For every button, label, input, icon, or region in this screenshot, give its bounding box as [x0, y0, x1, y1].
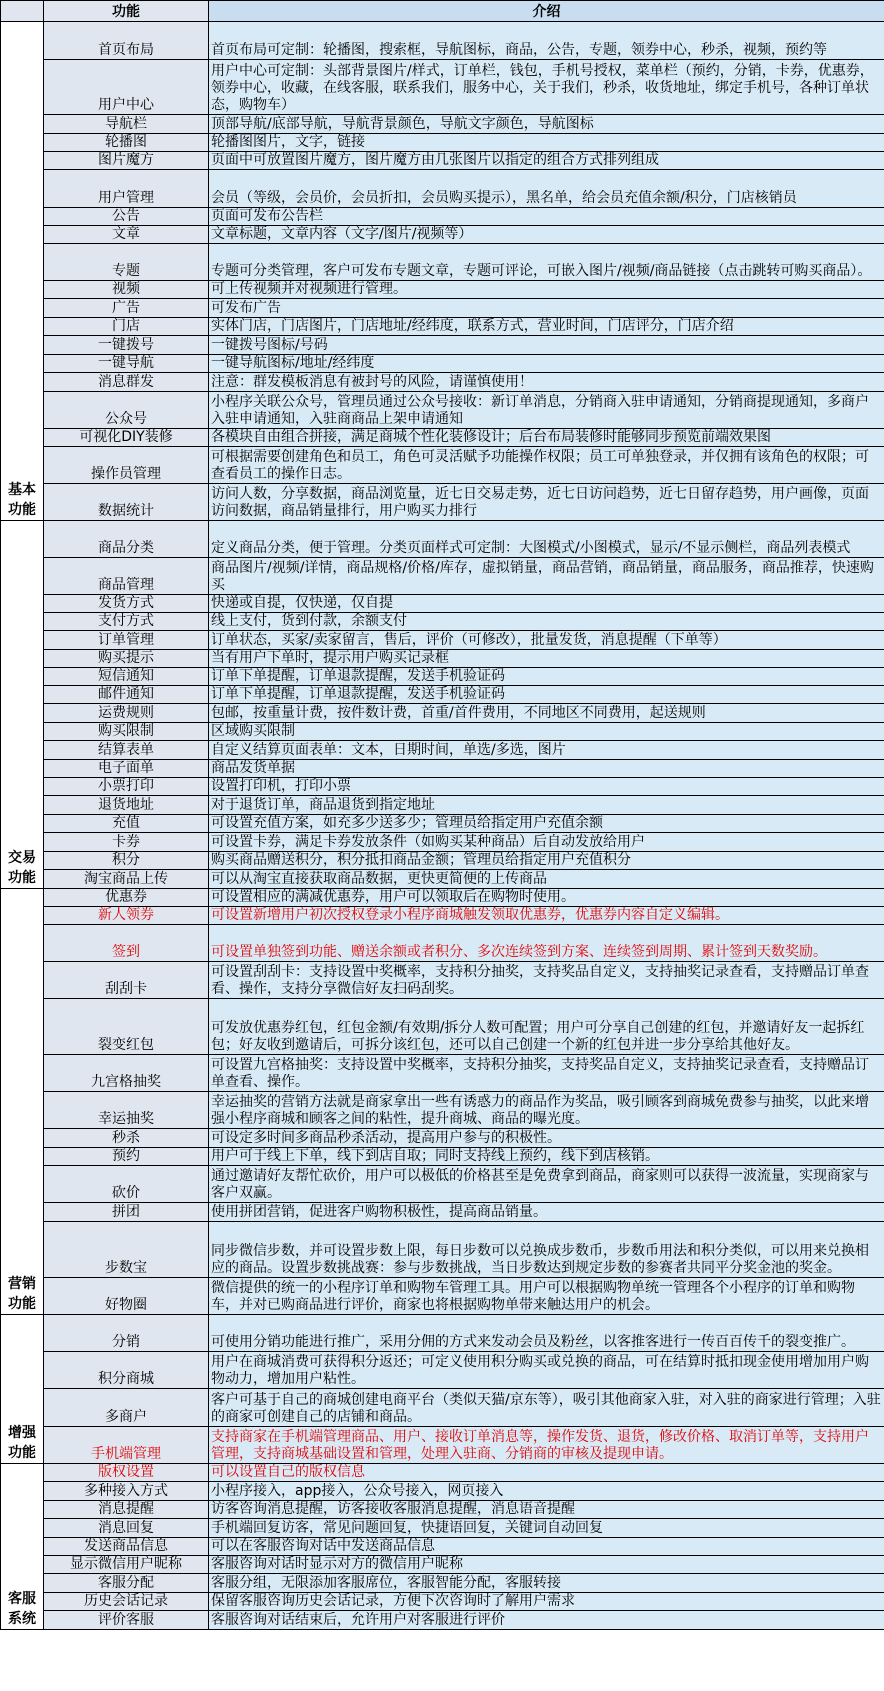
table-row [1, 1593, 884, 1611]
description-cell: 快递或自提，仅快递，仅自提 [209, 595, 884, 613]
description-cell: 设置打印机，打印小票 [209, 778, 884, 796]
feature-cell: 幸运抽奖 [44, 1092, 209, 1129]
feature-cell: 充值 [44, 815, 209, 833]
description-cell: 可设置九宫格抽奖：支持设置中奖概率，支持积分抽奖，支持奖品自定义，支持抽奖记录查看，支持赠品订单查看、操作。 [209, 1055, 884, 1092]
feature-cell: 图片魔方 [44, 152, 209, 170]
feature-cell: 退货地址 [44, 796, 209, 815]
description-cell: 当有用户下单时，提示用户购买记录框 [209, 650, 884, 668]
feature-cell: 评价客服 [44, 1611, 209, 1630]
table-row [1, 558, 884, 595]
feature-cell: 一键导航 [44, 355, 209, 373]
table-row [1, 336, 884, 355]
description-cell: 访问人数，分享数据，商品浏览量，近七日交易走势，近七日访问趋势，近七日留存趋势，用户画像，页面访问数据，商品销量排行，用户购买力排行 [209, 484, 884, 521]
table-row [1, 925, 884, 962]
description-cell: 客服咨询对话时显示对方的微信用户昵称 [209, 1556, 884, 1574]
description-cell: 订单下单提醒，订单退款提醒，发送手机验证码 [209, 686, 884, 704]
feature-cell: 显示微信用户昵称 [44, 1556, 209, 1574]
feature-cell: 优惠券 [44, 889, 209, 907]
feature-cell: 公告 [44, 208, 209, 226]
description-cell: 订单下单提醒，订单退款提醒，发送手机验证码 [209, 668, 884, 686]
feature-cell: 九宫格抽奖 [44, 1055, 209, 1092]
table-body [1, 22, 884, 1630]
feature-cell: 卡券 [44, 833, 209, 852]
description-cell: 可设置刮刮卡：支持设置中奖概率，支持积分抽奖，支持奖品自定义，支持抽奖记录查看，支持赠品订单查看、操作，支持分享微信好友扫码刮奖。 [209, 962, 884, 999]
table-row [1, 1055, 884, 1092]
description-cell: 各模块自由组合拼接，满足商城个性化装修设计；后台布局装修时能够同步预览前端效果图 [209, 429, 884, 447]
feature-cell: 砍价 [44, 1166, 209, 1203]
description-cell: 小程序关联公众号，管理员通过公众号接收：新订单消息，分销商入驻申请通知，分销商提现通知，多商户入驻申请通知，入驻商商品上架申请通知 [209, 392, 884, 429]
table-row [1, 244, 884, 281]
table-row [1, 373, 884, 392]
description-cell: 可发布广告 [209, 299, 884, 318]
feature-cell: 手机端管理 [44, 1427, 209, 1464]
feature-cell: 好物圈 [44, 1278, 209, 1315]
description-cell: 包邮，按重量计费，按件数计费，首重/首件费用，不同地区不同费用，起送规则 [209, 704, 884, 723]
description-cell: 可以设置自己的版权信息 [209, 1464, 884, 1482]
description-cell: 使用拼团营销，促进客户购物积极性，提高商品销量。 [209, 1203, 884, 1222]
table-row [1, 22, 884, 60]
table-row [1, 1203, 884, 1222]
description-cell: 首页布局可定制：轮播图，搜索框，导航图标，商品，公告，专题，领券中心，秒杀，视频，预约等 [209, 22, 884, 60]
table-row [1, 686, 884, 704]
description-cell: 微信提供的统一的小程序订单和购物车管理工具。用户可以根据购物单统一管理各个小程序的订单和购物车，并对已购商品进行评价，商家也将根据购物单带来触达用户的机会。 [209, 1278, 884, 1315]
description-cell: 可设置充值方案，如充多少送多少；管理员给指定用户充值余额 [209, 815, 884, 833]
description-cell: 页面可发布公告栏 [209, 208, 884, 226]
description-cell: 可根据需要创建角色和员工，角色可灵活赋予功能操作权限；员工可单独登录，并仅拥有该角色的权限；可查看员工的操作日志。 [209, 447, 884, 484]
table-row [1, 281, 884, 299]
description-cell: 客服分组，无限添加客服席位，客服智能分配，客服转接 [209, 1574, 884, 1593]
table-row [1, 1538, 884, 1556]
description-cell: 购买商品赠送积分，积分抵扣商品金额；管理员给指定用户充值积分 [209, 852, 884, 870]
feature-cell: 预约 [44, 1148, 209, 1166]
table-row [1, 741, 884, 760]
table-row [1, 870, 884, 889]
table-row [1, 521, 884, 558]
description-cell: 文章标题，文章内容（文字/图片/视频等） [209, 226, 884, 244]
feature-cell: 商品管理 [44, 558, 209, 595]
description-cell: 页面中可放置图片魔方，图片魔方由几张图片以指定的组合方式排列组成 [209, 152, 884, 170]
feature-cell: 结算表单 [44, 741, 209, 760]
table-row [1, 170, 884, 208]
feature-cell: 发货方式 [44, 595, 209, 613]
table-row [1, 1222, 884, 1278]
table-row [1, 760, 884, 778]
feature-cell: 积分 [44, 852, 209, 870]
table-row [1, 650, 884, 668]
feature-cell: 拼团 [44, 1203, 209, 1222]
feature-header: 功能 [44, 1, 209, 22]
feature-cell: 视频 [44, 281, 209, 299]
table-row [1, 1352, 884, 1389]
table-row [1, 999, 884, 1055]
description-cell: 顶部导航/底部导航，导航背景颜色，导航文字颜色，导航图标 [209, 115, 884, 134]
table-row [1, 1092, 884, 1129]
description-cell: 自定义结算页面表单：文本，日期时间，单选/多选，图片 [209, 741, 884, 760]
table-row [1, 1556, 884, 1574]
feature-cell: 版权设置 [44, 1464, 209, 1482]
feature-cell: 消息回复 [44, 1519, 209, 1538]
description-cell: 轮播图图片，文字，链接 [209, 134, 884, 152]
description-cell: 用户在商城消费可获得积分返还；可定义使用积分购买或兑换的商品，可在结算时抵扣现金使用增加用户购物动力，增加用户粘性。 [209, 1352, 884, 1389]
table-row [1, 889, 884, 907]
feature-cell: 操作员管理 [44, 447, 209, 484]
feature-cell: 秒杀 [44, 1129, 209, 1148]
feature-cell: 订单管理 [44, 631, 209, 650]
category-cell: 基本 功能 [1, 22, 44, 521]
table-row [1, 1501, 884, 1519]
feature-cell: 淘宝商品上传 [44, 870, 209, 889]
table-row [1, 778, 884, 796]
description-cell: 商品发货单据 [209, 760, 884, 778]
feature-cell: 历史会话记录 [44, 1593, 209, 1611]
feature-cell: 专题 [44, 244, 209, 281]
description-cell: 通过邀请好友帮忙砍价，用户可以极低的价格甚至是免费拿到商品，商家则可以获得一波流量，实现商家与客户双赢。 [209, 1166, 884, 1203]
table-row [1, 60, 884, 115]
description-cell: 会员（等级，会员价，会员折扣，会员购买提示），黑名单，给会员充值余额/积分，门店核销员 [209, 170, 884, 208]
feature-cell: 发送商品信息 [44, 1538, 209, 1556]
feature-cell: 新人领券 [44, 907, 209, 925]
description-cell: 客户可基于自己的商城创建电商平台（类似天猫/京东等），吸引其他商家入驻，对入驻的商家进行管理；入驻的商家可创建自己的店铺和商品。 [209, 1389, 884, 1427]
description-cell: 小程序接入，app接入，公众号接入，网页接入 [209, 1482, 884, 1501]
table-row [1, 595, 884, 613]
table-row [1, 1482, 884, 1501]
table-row [1, 1166, 884, 1203]
description-cell: 专题可分类管理，客户可发布专题文章，专题可评论，可嵌入图片/视频/商品链接（点击跳转可购买商品）。 [209, 244, 884, 281]
description-cell: 可设定多时间多商品秒杀活动，提高用户参与的积极性。 [209, 1129, 884, 1148]
feature-cell: 小票打印 [44, 778, 209, 796]
category-cell: 交易 功能 [1, 521, 44, 889]
feature-cell: 购买限制 [44, 723, 209, 741]
description-cell: 可发放优惠券红包，红包金额/有效期/拆分人数可配置；用户可分享自己创建的红包，并邀请好友一起拆红包；好友收到邀请后，可拆分该红包，还可以自己创建一个新的红包并进一步分享给其他好友。 [209, 999, 884, 1055]
table-row [1, 796, 884, 815]
category-cell: 增强 功能 [1, 1315, 44, 1464]
description-cell: 可以从淘宝直接获取商品数据，更快更简便的上传商品 [209, 870, 884, 889]
table-row [1, 907, 884, 925]
table-row [1, 1611, 884, 1630]
table-row [1, 852, 884, 870]
description-cell: 幸运抽奖的营销方法就是商家拿出一些有诱惑力的商品作为奖品，吸引顾客到商城免费参与抽奖，以此来增强小程序商城和顾客之间的粘性，提升商城、商品的曝光度。 [209, 1092, 884, 1129]
description-cell: 对于退货订单，商品退货到指定地址 [209, 796, 884, 815]
description-cell: 客服咨询对话结束后，允许用户对客服进行评价 [209, 1611, 884, 1630]
description-cell: 可设置新增用户初次授权登录小程序商城触发领取优惠券，优惠券内容自定义编辑。 [209, 907, 884, 925]
description-cell: 可设置相应的满减优惠券，用户可以领取后在购物时使用。 [209, 889, 884, 907]
table-row [1, 134, 884, 152]
feature-cell: 轮播图 [44, 134, 209, 152]
description-cell: 注意：群发模板消息有被封号的风险，请谨慎使用！ [209, 373, 884, 392]
description-cell: 商品图片/视频/详情，商品规格/价格/库存，虚拟销量，商品营销，商品销量，商品服务，商品推荐，快速购买 [209, 558, 884, 595]
feature-cell: 裂变红包 [44, 999, 209, 1055]
table-row [1, 447, 884, 484]
table-row [1, 1389, 884, 1427]
feature-cell: 客服分配 [44, 1574, 209, 1593]
feature-cell: 步数宝 [44, 1222, 209, 1278]
table-row [1, 1519, 884, 1538]
table-row [1, 962, 884, 999]
description-cell: 手机端回复访客，常见问题回复，快捷语回复，关键词自动回复 [209, 1519, 884, 1538]
feature-cell: 购买提示 [44, 650, 209, 668]
description-cell: 可使用分销功能进行推广，采用分佣的方式来发动会员及粉丝，以客推客进行一传百百传千的裂变推广。 [209, 1315, 884, 1352]
description-cell: 可以在客服咨询对话中发送商品信息 [209, 1538, 884, 1556]
feature-cell: 多种接入方式 [44, 1482, 209, 1501]
category-cell: 客服 系统 [1, 1464, 44, 1630]
table-row [1, 355, 884, 373]
header-row [1, 1, 884, 22]
feature-cell: 消息提醒 [44, 1501, 209, 1519]
table-row [1, 1315, 884, 1352]
feature-cell: 分销 [44, 1315, 209, 1352]
table-row [1, 392, 884, 429]
table-row [1, 1278, 884, 1315]
table-row [1, 152, 884, 170]
description-cell: 同步微信步数，并可设置步数上限，每日步数可以兑换成步数币，步数币用法和积分类似，可以用来兑换相应的商品。设置步数挑战赛：参与步数挑战，当日步数达到规定步数的参赛者共同平分奖金池的奖金。 [209, 1222, 884, 1278]
description-cell: 一键导航图标/地址/经纬度 [209, 355, 884, 373]
feature-cell: 短信通知 [44, 668, 209, 686]
feature-cell: 一键拨号 [44, 336, 209, 355]
table-row [1, 208, 884, 226]
feature-cell: 用户中心 [44, 60, 209, 115]
table-row [1, 1148, 884, 1166]
feature-cell: 签到 [44, 925, 209, 962]
description-cell: 线上支付，货到付款，余额支付 [209, 613, 884, 631]
table-row [1, 115, 884, 134]
table-row [1, 1574, 884, 1593]
table-row [1, 833, 884, 852]
description-cell: 用户中心可定制：头部背景图片/样式，订单栏，钱包，手机号授权，菜单栏（预约，分销，卡券，优惠券，领券中心，收藏，在线客服，联系我们，服务中心，关于我们，秒杀，收货地址，绑定手机号，各种订单状态，购物车） [209, 60, 884, 115]
feature-cell: 消息群发 [44, 373, 209, 392]
category-header [1, 1, 44, 22]
table-row [1, 1129, 884, 1148]
description-cell: 实体门店，门店图片，门店地址/经纬度，联系方式，营业时间，门店评分，门店介绍 [209, 318, 884, 336]
table-row [1, 613, 884, 631]
table-row [1, 299, 884, 318]
feature-cell: 积分商城 [44, 1352, 209, 1389]
feature-cell: 数据统计 [44, 484, 209, 521]
feature-cell: 支付方式 [44, 613, 209, 631]
description-cell: 定义商品分类，便于管理。分类页面样式可定制：大图模式/小图模式，显示/不显示侧栏，商品列表模式 [209, 521, 884, 558]
table-row [1, 815, 884, 833]
description-cell: 一键拨号图标/号码 [209, 336, 884, 355]
feature-cell: 文章 [44, 226, 209, 244]
description-cell: 订单状态，买家/卖家留言，售后，评价（可修改），批量发货，消息提醒（下单等） [209, 631, 884, 650]
feature-cell: 广告 [44, 299, 209, 318]
description-cell: 用户可于线上下单，线下到店自取；同时支持线上预约，线下到店核销。 [209, 1148, 884, 1166]
feature-cell: 商品分类 [44, 521, 209, 558]
description-cell: 支持商家在手机端管理商品、用户、接收订单消息等，操作发货、退货，修改价格、取消订单等，支持用户管理，支持商城基础设置和管理，处理入驻商、分销商的审核及提现申请。 [209, 1427, 884, 1464]
table-row [1, 484, 884, 521]
table-row [1, 704, 884, 723]
table-row [1, 668, 884, 686]
description-cell: 区域购买限制 [209, 723, 884, 741]
feature-cell: 电子面单 [44, 760, 209, 778]
description-cell: 可设置单独签到功能、赠送余额或者积分、多次连续签到方案、连续签到周期、累计签到天数奖励。 [209, 925, 884, 962]
feature-cell: 用户管理 [44, 170, 209, 208]
feature-cell: 邮件通知 [44, 686, 209, 704]
table-row [1, 318, 884, 336]
description-cell: 访客咨询消息提醒，访客接收客服消息提醒，消息语音提醒 [209, 1501, 884, 1519]
description-header: 介绍 [209, 1, 884, 22]
feature-cell: 刮刮卡 [44, 962, 209, 999]
feature-cell: 首页布局 [44, 22, 209, 60]
table-row [1, 429, 884, 447]
table-row [1, 631, 884, 650]
feature-cell: 多商户 [44, 1389, 209, 1427]
feature-cell: 门店 [44, 318, 209, 336]
table-row [1, 723, 884, 741]
description-cell: 可上传视频并对视频进行管理。 [209, 281, 884, 299]
table-row [1, 226, 884, 244]
description-cell: 保留客服咨询历史会话记录，方便下次咨询时了解用户需求 [209, 1593, 884, 1611]
category-cell: 营销 功能 [1, 889, 44, 1315]
description-cell: 可设置卡券，满足卡券发放条件（如购买某种商品）后自动发放给用户 [209, 833, 884, 852]
table-row [1, 1427, 884, 1464]
feature-cell: 可视化DIY装修 [44, 429, 209, 447]
table-row [1, 1464, 884, 1482]
feature-cell: 运费规则 [44, 704, 209, 723]
feature-cell: 导航栏 [44, 115, 209, 134]
feature-cell: 公众号 [44, 392, 209, 429]
